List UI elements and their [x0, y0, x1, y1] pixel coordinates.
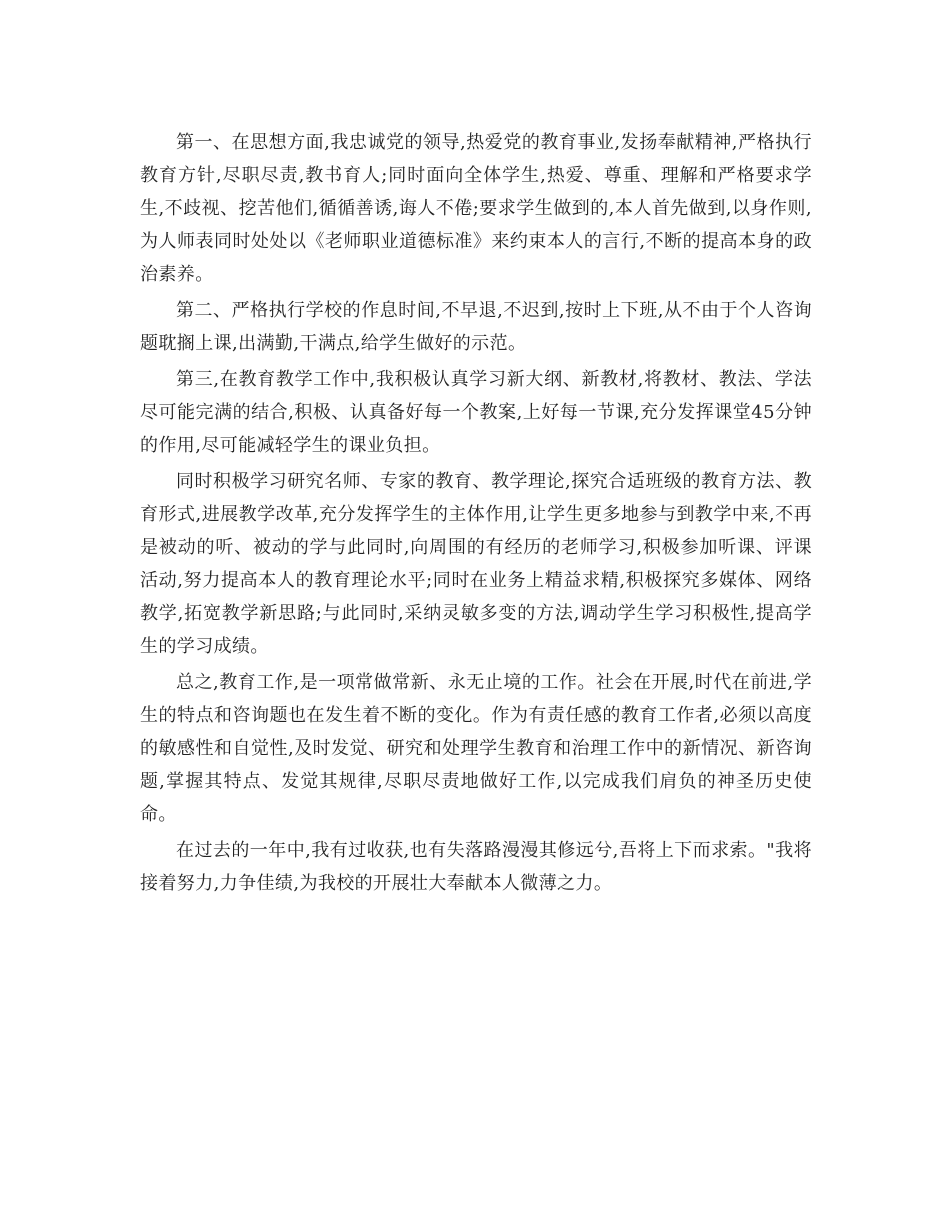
paragraph-teaching: 第三,在教育教学工作中,我积极认真学习新大纲、新教材,将教材、教法、学法尽可能完满的结合,积极、认真备好每一个教案,上好每一节课,充分发挥课堂45分钟的作用,尽可能减轻学生的课业负担。	[140, 369, 812, 456]
paragraph-closing: 在过去的一年中,我有过收获,也有失落路漫漫其修远兮,吾将上下而求索。"我将接着努力,力争佳绩,为我校的开展壮大奉献本人微薄之力。	[140, 840, 812, 894]
paragraph-discipline: 第二、严格执行学校的作息时间,不早退,不迟到,按时上下班,从不由于个人咨询题耽搁上课,出满勤,干满点,给学生做好的示范。	[140, 300, 812, 354]
paragraph-summary: 总之,教育工作,是一项常做常新、永无止境的工作。社会在开展,时代在前进,学生的特点和咨询题也在发生着不断的变化。作为有责任感的教育工作者,必须以高度的敏感性和自觉性,及时发觉、研究和处理学生教育和治理工作中的新情况、新咨询题,掌握其特点、发觉其规律,尽职尽责地做好工作,以完成我们肩负的神圣历史使命。	[140, 672, 812, 825]
paragraph-thought: 第一、在思想方面,我忠诚党的领导,热爱党的教育事业,发扬奉献精神,严格执行教育方针,尽职尽责,教书育人;同时面向全体学生,热爱、尊重、理解和严格要求学生,不歧视、挖苦他们,循循善诱,诲人不倦;要求学生做到的,本人首先做到,以身作则,为人师表同时处处以《老师职业道德标准》来约束本人的言行,不断的提高本身的政治素养。	[140, 132, 812, 285]
paragraph-research: 同时积极学习研究名师、专家的教育、教学理论,探究合适班级的教育方法、教育形式,进展教学改革,充分发挥学生的主体作用,让学生更多地参与到教学中来,不再是被动的听、被动的学与此同时,向周围的有经历的老师学习,积极参加听课、评课活动,努力提高本人的教育理论水平;同时在业务上精益求精,积极探究多媒体、网络教学,拓宽教学新思路;与此同时,采纳灵敏多变的方法,调动学生学习积极性,提高学生的学习成绩。	[140, 471, 812, 657]
document-body	[140, 126, 812, 903]
